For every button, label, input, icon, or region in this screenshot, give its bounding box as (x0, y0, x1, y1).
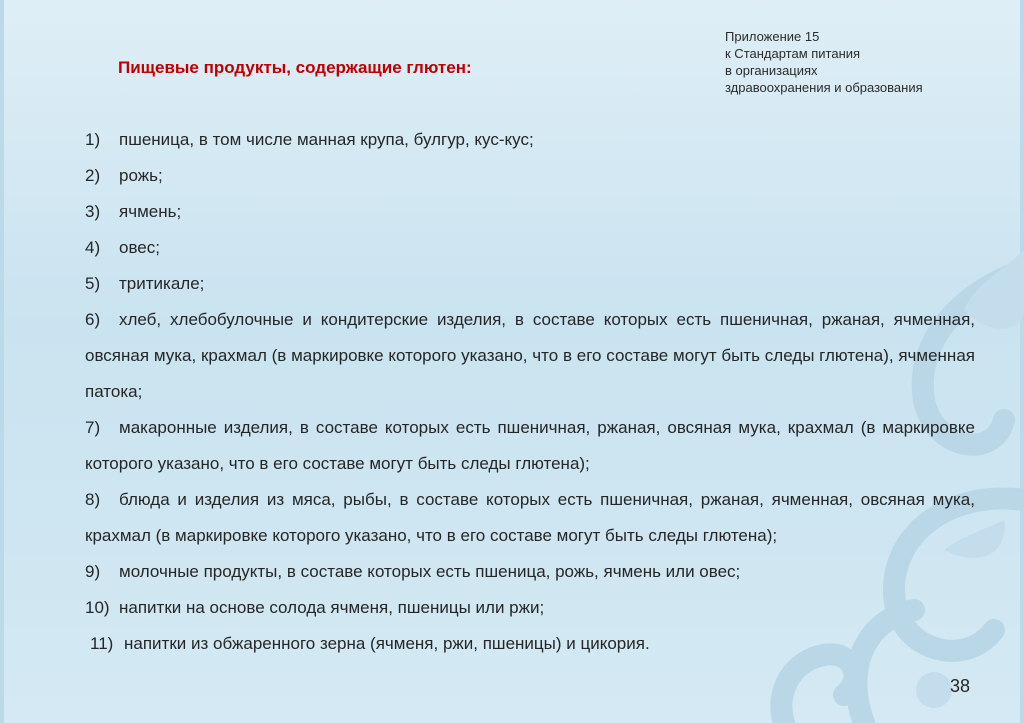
list-item (85, 482, 975, 554)
list-item (85, 266, 975, 302)
item-text: хлеб, хлебобулочные и кондитерские изделия, в составе которых есть пшеничная, ржаная, ячменная, овсяная мука, крахмал (в маркировке которого указано, что в его составе могут быть следы глютена), ячменная патока; (85, 310, 975, 401)
item-text: молочные продукты, в составе которых есть пшеница, рожь, ячмень или овес; (119, 562, 741, 581)
item-number: 8) (85, 490, 101, 509)
item-number: 5) (85, 274, 101, 293)
item-number: 6) (85, 310, 101, 329)
list-item (85, 158, 975, 194)
appendix-line: Приложение 15 (725, 29, 820, 44)
item-text: ячмень; (119, 202, 182, 221)
item-text: рожь; (119, 166, 163, 185)
item-number: 4) (85, 238, 101, 257)
gluten-product-list (85, 122, 975, 662)
list-item (85, 194, 975, 230)
list-item (85, 626, 975, 662)
appendix-note (725, 28, 1005, 96)
item-number: 10) (85, 598, 110, 617)
item-number: 1) (85, 130, 101, 149)
appendix-line: в организациях (725, 63, 818, 78)
item-text: овес; (119, 238, 160, 257)
page-title: Пищевые продукты, содержащие глютен: (118, 58, 472, 77)
item-text: макаронные изделия, в составе которых есть пшеничная, ржаная, овсяная мука, крахмал (в маркировке которого указано, что в его составе могут быть следы глютена); (85, 418, 975, 473)
item-number: 9) (85, 562, 101, 581)
list-item (85, 302, 975, 410)
item-number: 3) (85, 202, 101, 221)
item-number: 11) (90, 634, 114, 653)
appendix-line: к Стандартам питания (725, 46, 861, 61)
list-item (85, 590, 975, 626)
item-text: напитки из обжаренного зерна (ячменя, ржи, пшеницы) и цикория. (124, 634, 650, 653)
list-item (85, 410, 975, 482)
item-text: тритикале; (119, 274, 205, 293)
list-item (85, 230, 975, 266)
item-number: 2) (85, 166, 101, 185)
item-text: блюда и изделия из мяса, рыбы, в составе которых есть пшеничная, ржаная, ячменная, овсяная мука, крахмал (в маркировке которого указано, что в его составе могут быть следы глютена); (85, 490, 975, 545)
page-number: 38 (950, 676, 971, 696)
list-item (85, 122, 975, 158)
list-item (85, 554, 975, 590)
appendix-line: здравоохранения и образования (725, 80, 923, 95)
item-text: напитки на основе солода ячменя, пшеницы или ржи; (119, 598, 545, 617)
item-number: 7) (85, 418, 101, 437)
item-text: пшеница, в том числе манная крупа, булгур, кус-кус; (119, 130, 534, 149)
